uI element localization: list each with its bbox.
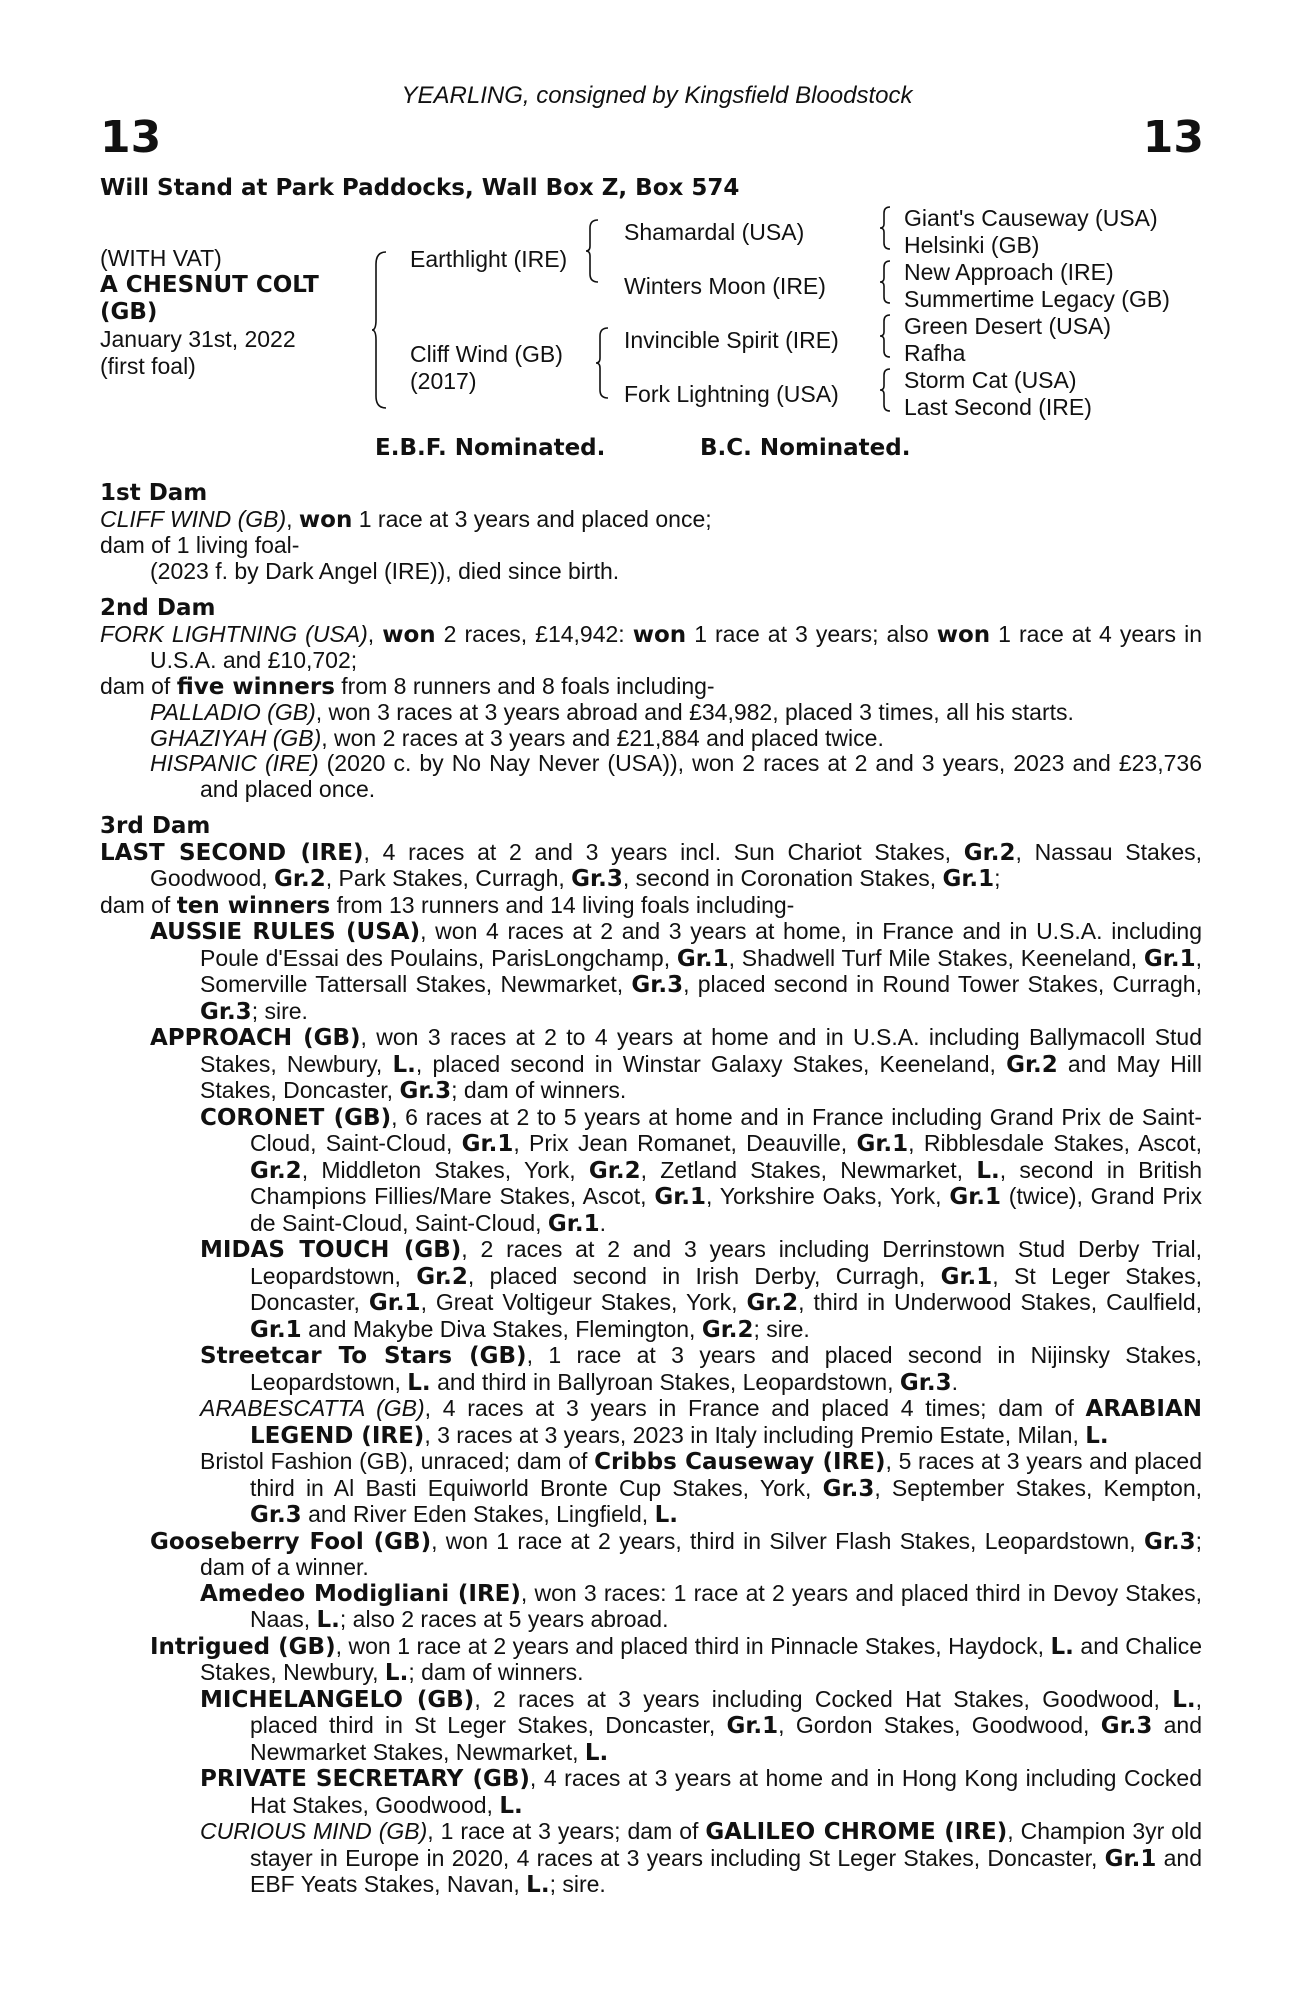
text-run: , won 3 races: 1 race at 2 years and placed third in Devoy Stakes, Naas, <box>250 1579 1202 1632</box>
text-run: 1 race at 3 years; also <box>686 620 937 647</box>
bold-text: Gr.2 <box>701 1316 754 1343</box>
text-run: , won 1 race at 2 years and placed third in Pinnacle Stakes, Haydock, <box>335 1632 1051 1659</box>
pedigree-g7: Storm Cat (USA) <box>904 367 1077 393</box>
italic-text: FORK LIGHTNING (USA) <box>100 620 368 647</box>
italic-text: CURIOUS MIND (GB) <box>200 1818 428 1844</box>
text-run: , Ribblesdale Stakes, Ascot, <box>908 1130 1202 1156</box>
bold-text: L. <box>584 1739 609 1766</box>
bold-text: L. <box>316 1607 340 1633</box>
text-run: , Yorkshire Oaks, York, <box>706 1183 950 1209</box>
foaling-date: January 31st, 2022 <box>100 326 296 352</box>
record-paragraph <box>150 726 1202 752</box>
text-run: , Nassau Stakes, Goodwood, <box>150 838 1202 891</box>
pedigree-bracket-g56 <box>880 313 894 359</box>
text-run: , September Stakes, Kempton, <box>874 1474 1202 1501</box>
text-run: (2020 c. by No Nay Never (USA)), won 2 races at 2 and 3 years, 2023 and £23,736 and placed once. <box>200 750 1202 802</box>
text-run: , <box>367 620 383 647</box>
text-run: , 3 races at 3 years, 2023 in Italy including Premio Estate, Milan, <box>424 1421 1086 1448</box>
stand-location: Will Stand at Park Paddocks, Wall Box Z, Box 574 <box>100 175 740 201</box>
italic-text: PALLADIO (GB) <box>150 699 316 725</box>
record-paragraph <box>150 559 1202 585</box>
pedigree-bracket-g78 <box>880 367 894 413</box>
bold-text: MIDAS TOUCH (GB) <box>200 1237 462 1263</box>
pedigree-g1: Giant's Causeway (USA) <box>904 205 1158 231</box>
lot-number-right: 13 <box>1142 112 1204 163</box>
bold-text: MICHELANGELO (GB) <box>200 1686 475 1713</box>
text-run: ; sire. <box>753 1315 810 1342</box>
text-run: , Middleton Stakes, York, <box>301 1156 589 1183</box>
text-run: ; sire. <box>251 997 308 1024</box>
record-paragraph <box>100 893 1202 920</box>
record-paragraph <box>150 751 1202 802</box>
pedigree-g6: Rafha <box>904 340 966 366</box>
pedigree-bracket-g34 <box>880 259 894 305</box>
record-paragraph <box>100 674 1202 701</box>
pedigree-bracket-dam <box>596 326 612 400</box>
italic-text: GHAZIYAH (GB) <box>150 724 322 751</box>
record-paragraph <box>100 840 1202 893</box>
bold-text: Gr.1 <box>856 1131 909 1157</box>
bold-text: L. <box>1172 1686 1196 1713</box>
dam-section-heading: 1st Dam <box>100 480 208 506</box>
text-run: , placed second in Round Tower Stakes, Curragh, <box>683 971 1202 997</box>
text-run: , won 3 races at 2 to 4 years at home and in U.S.A. including Ballymacoll Stud Stakes, Newbury, <box>200 1024 1203 1077</box>
text-run: , 2 races at 2 and 3 years including Derrinstown Stud Derby Trial, Leopardstown, <box>250 1236 1202 1289</box>
consignment-header: YEARLING, consigned by Kingsfield Bloodstock <box>401 82 913 109</box>
bold-text: L. <box>499 1792 523 1819</box>
text-run: and Makybe Diva Stakes, Flemington, <box>301 1315 702 1342</box>
bold-text: L. <box>384 1660 409 1686</box>
text-run: , Gordon Stakes, Goodwood, <box>778 1712 1101 1738</box>
record-paragraph <box>200 1819 1202 1899</box>
record-paragraph <box>200 1396 1202 1449</box>
bold-text: Gr.3 <box>200 998 252 1025</box>
pedigree-bracket-main <box>372 250 392 410</box>
record-paragraph <box>200 1343 1202 1396</box>
bold-text: Gr.3 <box>822 1475 875 1502</box>
pedigree-dam-sire: Invincible Spirit (IRE) <box>624 327 839 353</box>
text-run: , 5 races at 3 years and placed third in Al Basti Equiworld Bronte Cup Stakes, York, <box>250 1448 1202 1501</box>
record-paragraph <box>200 1766 1202 1819</box>
text-run: , 1 race at 3 years; dam of <box>427 1818 706 1844</box>
text-run: , 2 races at 3 years including Cocked Hat Stakes, Goodwood, <box>474 1685 1173 1712</box>
foal-note: (first foal) <box>100 353 196 379</box>
bold-text: won <box>382 621 436 648</box>
dam-produce-record <box>100 481 1202 1899</box>
text-run: , Zetland Stakes, Newmarket, <box>640 1156 977 1183</box>
pedigree-dam-dam: Fork Lightning (USA) <box>624 381 839 407</box>
italic-text: ARABESCATTA (GB) <box>200 1395 425 1421</box>
pedigree-bracket-sire <box>586 218 602 284</box>
bold-text: Gr.1 <box>461 1131 514 1157</box>
bold-text: CORONET (GB) <box>200 1104 392 1131</box>
text-run: ; <box>994 865 1001 891</box>
pedigree-dam-year: (2017) <box>410 368 477 394</box>
text-run: , St Leger Stakes, Doncaster, <box>250 1262 1202 1315</box>
bold-text: Amedeo Modigliani (IRE) <box>200 1580 521 1607</box>
bold-text: Gr.2 <box>588 1157 641 1184</box>
text-run: dam of 1 living foal- <box>100 532 300 558</box>
text-run: and Newmarket Stakes, Newmarket, <box>250 1712 1203 1765</box>
text-run: ; dam of winners. <box>408 1659 584 1685</box>
pedigree-dam: Cliff Wind (GB) <box>410 341 563 367</box>
bold-text: GALILEO CHROME (IRE) <box>705 1819 1008 1845</box>
bold-text: Gr.3 <box>399 1078 452 1104</box>
text-run: 1 race at 4 years in U.S.A. and £10,702; <box>150 620 1202 673</box>
bold-text: L. <box>526 1872 550 1898</box>
record-paragraph <box>150 700 1202 726</box>
text-run: , Park Stakes, Curragh, <box>325 865 572 891</box>
lot-number-left: 13 <box>100 112 162 163</box>
bold-text: Streetcar To Stars (GB) <box>200 1343 527 1369</box>
text-run: , Champion 3yr old stayer in Europe in 2020, 4 races at 3 years including St Leger Stakes, Doncaster, <box>250 1818 1202 1871</box>
bold-text: Gr.1 <box>940 1263 993 1290</box>
text-run: dam of <box>100 672 177 699</box>
bold-text: PRIVATE SECRETARY (GB) <box>200 1766 530 1792</box>
bold-text: Gr.1 <box>1143 945 1196 972</box>
bold-text: Gr.1 <box>1104 1845 1157 1872</box>
record-paragraph <box>200 1105 1202 1238</box>
ebf-nomination: E.B.F. Nominated. <box>375 435 606 461</box>
text-run: , placed second in Winstar Galaxy Stakes, Keeneland, <box>415 1050 1007 1077</box>
bold-text: Gr.1 <box>547 1210 600 1237</box>
bold-text: Gr.3 <box>571 866 623 892</box>
text-run: , won 1 race at 2 years, third in Silver Flash Stakes, Leopardstown, <box>431 1527 1144 1554</box>
text-run: , Great Voltigeur Stakes, York, <box>420 1289 747 1315</box>
text-run: , Prix Jean Romanet, Deauville, <box>513 1130 857 1156</box>
pedigree-g4: Summertime Legacy (GB) <box>904 286 1170 312</box>
text-run: from 8 runners and 8 foals including- <box>334 672 715 699</box>
record-paragraph <box>100 507 1202 534</box>
text-run: 1 race at 3 years and placed once; <box>352 505 712 532</box>
text-run: ; dam of winners. <box>451 1077 627 1103</box>
record-paragraph <box>150 1025 1202 1105</box>
bold-text: Gr.3 <box>250 1502 302 1528</box>
text-run: 2 races, £14,942: <box>435 620 633 647</box>
bold-text: Gr.2 <box>250 1157 302 1184</box>
text-run: , Shadwell Turf Mile Stakes, Keeneland, <box>728 944 1144 971</box>
bold-text: Gr.3 <box>631 972 684 998</box>
dam-section-heading: 2nd Dam <box>100 595 216 621</box>
bold-text: ten winners <box>176 892 331 919</box>
bold-text: Gr.2 <box>274 866 326 892</box>
bold-text: Gr.1 <box>726 1713 779 1739</box>
pedigree-sire: Earthlight (IRE) <box>410 246 568 272</box>
bold-text: won <box>632 621 687 648</box>
bold-text: AUSSIE RULES (USA) <box>150 919 421 945</box>
text-run: , won 4 races at 2 and 3 years at home, in France and in U.S.A. including Poule d'Essai des Poulains, ParisLongchamp, <box>200 918 1202 971</box>
bold-text: Intrigued (GB) <box>150 1633 336 1660</box>
bold-text: Gr.1 <box>250 1316 302 1343</box>
text-run: , second in British Champions Fillies/Mare Stakes, Ascot, <box>250 1156 1202 1209</box>
italic-text: CLIFF WIND (GB) <box>100 505 287 532</box>
pedigree-g5: Green Desert (USA) <box>904 313 1112 339</box>
pedigree-sire-sire: Shamardal (USA) <box>624 219 805 245</box>
pedigree-g3: New Approach (IRE) <box>904 259 1114 285</box>
bold-text: Gr.3 <box>1100 1713 1153 1739</box>
record-paragraph <box>200 1237 1202 1343</box>
bc-nomination: B.C. Nominated. <box>700 435 911 461</box>
bold-text: L. <box>1050 1633 1074 1660</box>
bold-text: Gr.1 <box>949 1184 1002 1210</box>
record-paragraph <box>200 1581 1202 1634</box>
bold-text: won <box>298 506 353 533</box>
bold-text: Gr.3 <box>1143 1528 1196 1555</box>
horse-name: A CHESNUT COLT <box>100 272 319 298</box>
text-run: and Chalice Stakes, Newbury, <box>200 1632 1202 1685</box>
record-paragraph <box>150 919 1202 1025</box>
bold-text: L. <box>976 1157 1000 1184</box>
bold-text: five winners <box>176 673 335 700</box>
bold-text: Gr.2 <box>746 1290 799 1316</box>
bold-text: Gr.2 <box>416 1263 468 1290</box>
dam-section <box>100 814 1202 1899</box>
pedigree-bracket-g12 <box>880 205 894 251</box>
text-run: and May Hill Stakes, Doncaster, <box>200 1050 1203 1103</box>
bold-text: Gr.1 <box>676 945 729 972</box>
text-run: (2023 f. by Dark Angel (IRE)), died since birth. <box>150 557 620 584</box>
text-run: . <box>951 1368 958 1395</box>
bold-text: Gr.1 <box>654 1184 707 1210</box>
pedigree-sire-dam: Winters Moon (IRE) <box>624 273 826 299</box>
text-run: and third in Ballyroan Stakes, Leopardstown, <box>430 1368 900 1395</box>
dam-section-heading: 3rd Dam <box>100 813 211 839</box>
text-run: , won 3 races at 3 years abroad and £34,982, placed 3 times, all his starts. <box>315 699 1074 725</box>
text-run: , 4 races at 2 and 3 years incl. Sun Chariot Stakes, <box>363 838 964 865</box>
text-run: from 13 runners and 14 living foals including- <box>330 891 795 918</box>
record-paragraph <box>100 622 1202 674</box>
text-run: dam of <box>100 891 177 918</box>
vat-note: (WITH VAT) <box>100 245 222 271</box>
horse-name-country: (GB) <box>100 299 158 325</box>
text-run: , 6 races at 2 to 5 years at home and in France including Grand Prix de Saint-Cloud, Saint-Cloud, <box>250 1103 1202 1156</box>
dam-section <box>100 596 1202 802</box>
text-run: ; dam of a winner. <box>200 1527 1203 1580</box>
text-run: Bristol Fashion (GB), unraced; dam of <box>200 1448 595 1474</box>
text-run: , 1 race at 3 years and placed second in Nijinsky Stakes, Leopardstown, <box>250 1342 1202 1395</box>
pedigree-g8: Last Second (IRE) <box>904 394 1092 420</box>
bold-text: Cribbs Causeway (IRE) <box>594 1449 886 1475</box>
text-run: . <box>599 1209 606 1236</box>
text-run: ; sire. <box>549 1871 606 1897</box>
text-run: , <box>286 505 299 532</box>
record-paragraph <box>150 1634 1202 1687</box>
text-run: , 4 races at 3 years at home and in Hong Kong including Cocked Hat Stakes, Goodwood, <box>250 1765 1202 1818</box>
bold-text: Gr.1 <box>368 1290 421 1316</box>
bold-text: LAST SECOND (IRE) <box>100 839 364 866</box>
text-run: , 4 races at 3 years in France and placed 4 times; dam of <box>424 1395 1086 1421</box>
bold-text: Gr.2 <box>1006 1051 1058 1078</box>
bold-text: Gr.1 <box>942 866 995 892</box>
pedigree-g2: Helsinki (GB) <box>904 232 1040 258</box>
text-run: (twice), Grand Prix de Saint-Cloud, Saint-Cloud, <box>250 1183 1202 1236</box>
bold-text: ARABIAN LEGEND (IRE) <box>250 1396 1202 1449</box>
text-run: ; also 2 races at 5 years abroad. <box>339 1606 669 1632</box>
text-run: and EBF Yeats Stakes, Navan, <box>250 1844 1202 1897</box>
text-run: , second in Coronation Stakes, <box>622 865 943 891</box>
text-run: , placed second in Irish Derby, Curragh, <box>467 1262 941 1289</box>
record-paragraph <box>150 1529 1202 1581</box>
record-paragraph <box>200 1449 1202 1529</box>
record-paragraph <box>100 533 1202 559</box>
text-run: , Somerville Tattersall Stakes, Newmarket, <box>200 944 1202 997</box>
bold-text: L. <box>654 1502 678 1528</box>
bold-text: won <box>936 621 991 648</box>
text-run: , third in Underwood Stakes, Caulfield, <box>798 1289 1202 1315</box>
italic-text: HISPANIC (IRE) <box>150 750 319 776</box>
bold-text: Gooseberry Fool (GB) <box>150 1528 432 1555</box>
dam-section <box>100 481 1202 584</box>
bold-text: L. <box>1085 1422 1109 1449</box>
bold-text: L. <box>392 1051 416 1078</box>
bold-text: APPROACH (GB) <box>150 1025 361 1051</box>
text-run: , won 2 races at 3 years and £21,884 and placed twice. <box>321 724 884 751</box>
text-run: , placed third in St Leger Stakes, Doncaster, <box>250 1685 1202 1738</box>
text-run: and River Eden Stakes, Lingfield, <box>301 1501 655 1527</box>
record-paragraph <box>200 1687 1202 1767</box>
bold-text: L. <box>407 1369 431 1396</box>
bold-text: Gr.2 <box>963 839 1016 866</box>
bold-text: Gr.3 <box>899 1369 952 1396</box>
